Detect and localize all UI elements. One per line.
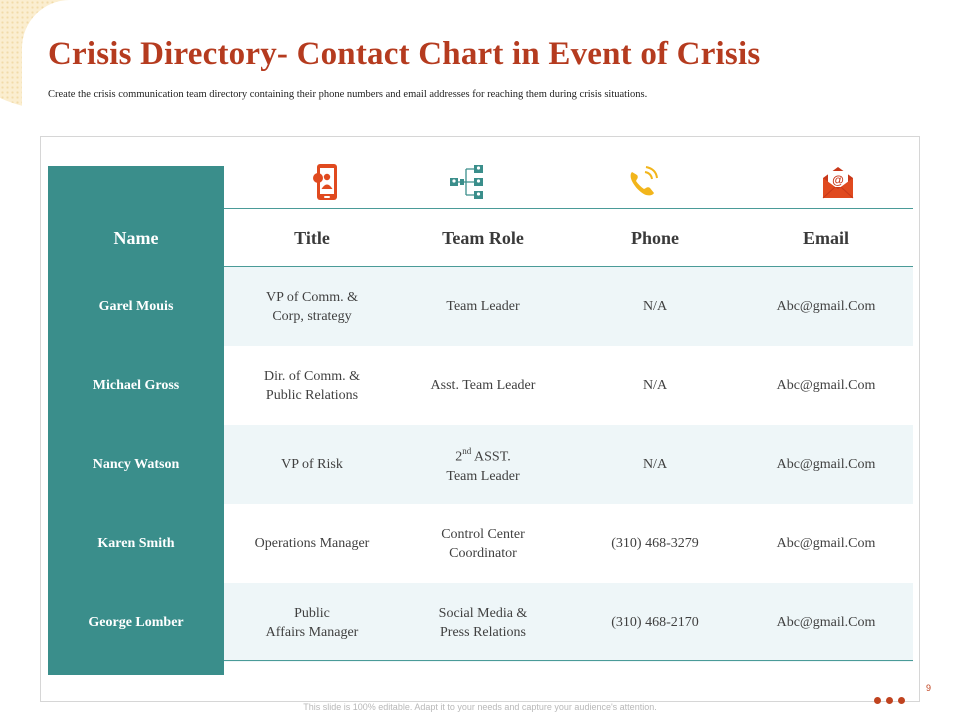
team-role-line: Team Leader (446, 468, 520, 484)
team-role-cell (397, 267, 569, 346)
footer-note: This slide is 100% editable. Adapt it to your needs and capture your audience's attention. (303, 702, 657, 712)
phone-ringing-icon (623, 162, 663, 202)
ordinal-suffix: nd (462, 446, 472, 457)
title-cell (226, 346, 398, 425)
name-cell: Garel Mouis (98, 298, 174, 314)
header-email: Email (802, 227, 849, 248)
team-role-line: Control Center (441, 526, 525, 542)
title-line: Operations Manager (254, 536, 370, 551)
name-cell: Nancy Watson (92, 456, 180, 472)
mobile-contact-icon (306, 162, 346, 202)
phone-cell: N/A (642, 299, 668, 314)
email-cell: Abc@gmail.Com (776, 299, 876, 314)
email-cell: Abc@gmail.Com (776, 457, 876, 472)
title-cell (226, 504, 398, 583)
name-cell: Michael Gross (92, 377, 180, 393)
header-phone: Phone (630, 227, 679, 248)
slide-subtitle: Create the crisis communication team directory containing their phone numbers and email addresses for reaching them during crisis situations. (48, 89, 648, 100)
phone-cell: (310) 468-2170 (611, 615, 699, 630)
team-role-line (455, 443, 510, 467)
phone-cell: (310) 468-3279 (611, 536, 699, 551)
team-role-cell (397, 346, 569, 425)
email-cell: Abc@gmail.Com (776, 536, 876, 551)
svg-text:@: @ (832, 173, 844, 187)
title-line: Public (294, 605, 330, 621)
email-cell: Abc@gmail.Com (776, 378, 876, 393)
email-cell: Abc@gmail.Com (776, 615, 876, 630)
phone-cell: N/A (642, 378, 668, 393)
title-line: Affairs Manager (265, 624, 359, 640)
name-cell: Karen Smith (97, 535, 175, 551)
title-cell (226, 425, 398, 504)
team-role-cell (397, 583, 569, 662)
slide-title: Crisis Directory- Contact Chart in Event of Crisis (48, 36, 761, 72)
header-name: Name (113, 227, 159, 248)
title-line: Corp, strategy (272, 308, 352, 324)
dot (898, 697, 905, 704)
team-role-line: Press Relations (440, 624, 526, 640)
email-envelope-icon (818, 162, 858, 202)
title-line: VP of Risk (281, 457, 343, 472)
team-role-text: ASST. (471, 449, 511, 465)
dot (886, 697, 893, 704)
title-line: Public Relations (265, 387, 359, 403)
name-cell: George Lomber (88, 614, 184, 630)
title-cell (226, 267, 398, 346)
title-cell (226, 583, 398, 662)
org-chart-icon (447, 162, 487, 202)
phone-cell: N/A (642, 457, 668, 472)
title-line: VP of Comm. & (265, 289, 359, 305)
team-role-cell (397, 425, 569, 504)
slide-dots (874, 697, 905, 704)
header-team-role: Team Role (442, 227, 524, 248)
page-number: 9 (926, 683, 932, 693)
team-role-line: Social Media & (438, 605, 528, 621)
team-role-line: Team Leader (446, 299, 520, 314)
header-top-line (224, 208, 913, 209)
team-role-line: Coordinator (449, 545, 517, 561)
team-role-cell (397, 504, 569, 583)
dot (874, 697, 881, 704)
title-line: Dir. of Comm. & (263, 368, 361, 384)
ordinal-number: 2 (455, 449, 463, 465)
team-role-line: Asst. Team Leader (430, 378, 536, 393)
header-title: Title (294, 227, 330, 248)
